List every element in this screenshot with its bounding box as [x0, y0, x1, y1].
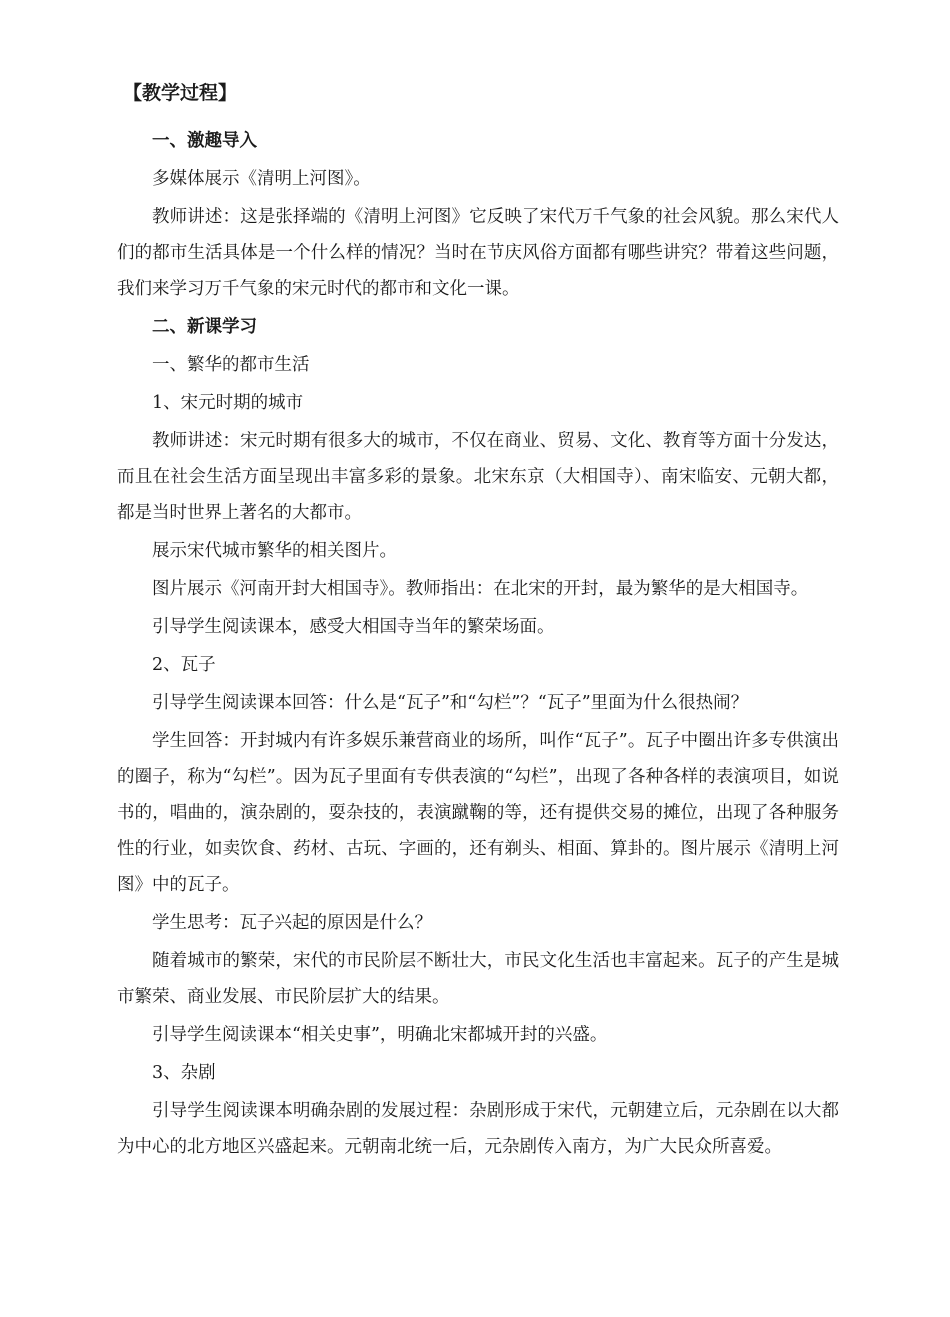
paragraph: 教师讲述：这是张择端的《清明上河图》它反映了宋代万千气象的社会风貌。那么宋代人们的都市生活具体是一个什么样的情况？当时在节庆风俗方面都有哪些讲究？带着这些问题，我们来学习万千气象的宋元时代的都市和文化一课。	[117, 207, 839, 299]
paragraph: 引导学生阅读课本“相关史事”，明确北宋都城开封的兴盛。	[152, 1025, 608, 1045]
document-title: 【教学过程】	[123, 82, 238, 104]
subsection-heading: 一、繁华的都市生活	[152, 355, 310, 375]
subsection-heading: 1、宋元时期的城市	[152, 393, 304, 413]
document-body	[117, 75, 839, 1167]
paragraph: 引导学生阅读课本，感受大相国寺当年的繁荣场面。	[152, 617, 555, 637]
paragraph: 引导学生阅读课本明确杂剧的发展过程：杂剧形成于宋代，元朝建立后，元杂剧在以大都为中心的北方地区兴盛起来。元朝南北统一后，元杂剧传入南方，为广大民众所喜爱。	[117, 1101, 839, 1157]
paragraph: 引导学生阅读课本回答：什么是“瓦子”和“勾栏”？“瓦子”里面为什么很热闹？	[152, 693, 749, 713]
paragraph: 图片展示《河南开封大相国寺》。教师指出：在北宋的开封，最为繁华的是大相国寺。	[152, 579, 809, 599]
subsection-heading: 2、瓦子	[152, 655, 216, 675]
section-heading-intro: 一、激趣导入	[152, 131, 257, 151]
paragraph: 多媒体展示《清明上河图》。	[152, 169, 371, 189]
paragraph: 随着城市的繁荣，宋代的市民阶层不断壮大，市民文化生活也丰富起来。瓦子的产生是城市繁荣、商业发展、市民阶层扩大的结果。	[117, 951, 839, 1007]
section-heading-new-lesson: 二、新课学习	[152, 317, 257, 337]
paragraph: 学生回答：开封城内有许多娱乐兼营商业的场所，叫作“瓦子”。瓦子中圈出许多专供演出的圈子，称为“勾栏”。因为瓦子里面有专供表演的“勾栏”，出现了各种各样的表演项目，如说书的，唱曲的，演杂剧的，耍杂技的，表演蹴鞠的等，还有提供交易的摊位，出现了各种服务性的行业，如卖饮食、药材、古玩、字画的，还有剃头、相面、算卦的。图片展示《清明上河图》中的瓦子。	[117, 731, 839, 895]
paragraph: 展示宋代城市繁华的相关图片。	[152, 541, 397, 561]
paragraph: 教师讲述：宋元时期有很多大的城市，不仅在商业、贸易、文化、教育等方面十分发达，而且在社会生活方面呈现出丰富多彩的景象。北宋东京（大相国寺）、南宋临安、元朝大都，都是当时世界上著名的大都市。	[117, 431, 839, 523]
subsection-heading: 3、杂剧	[152, 1063, 216, 1083]
paragraph: 学生思考：瓦子兴起的原因是什么？	[152, 913, 432, 933]
